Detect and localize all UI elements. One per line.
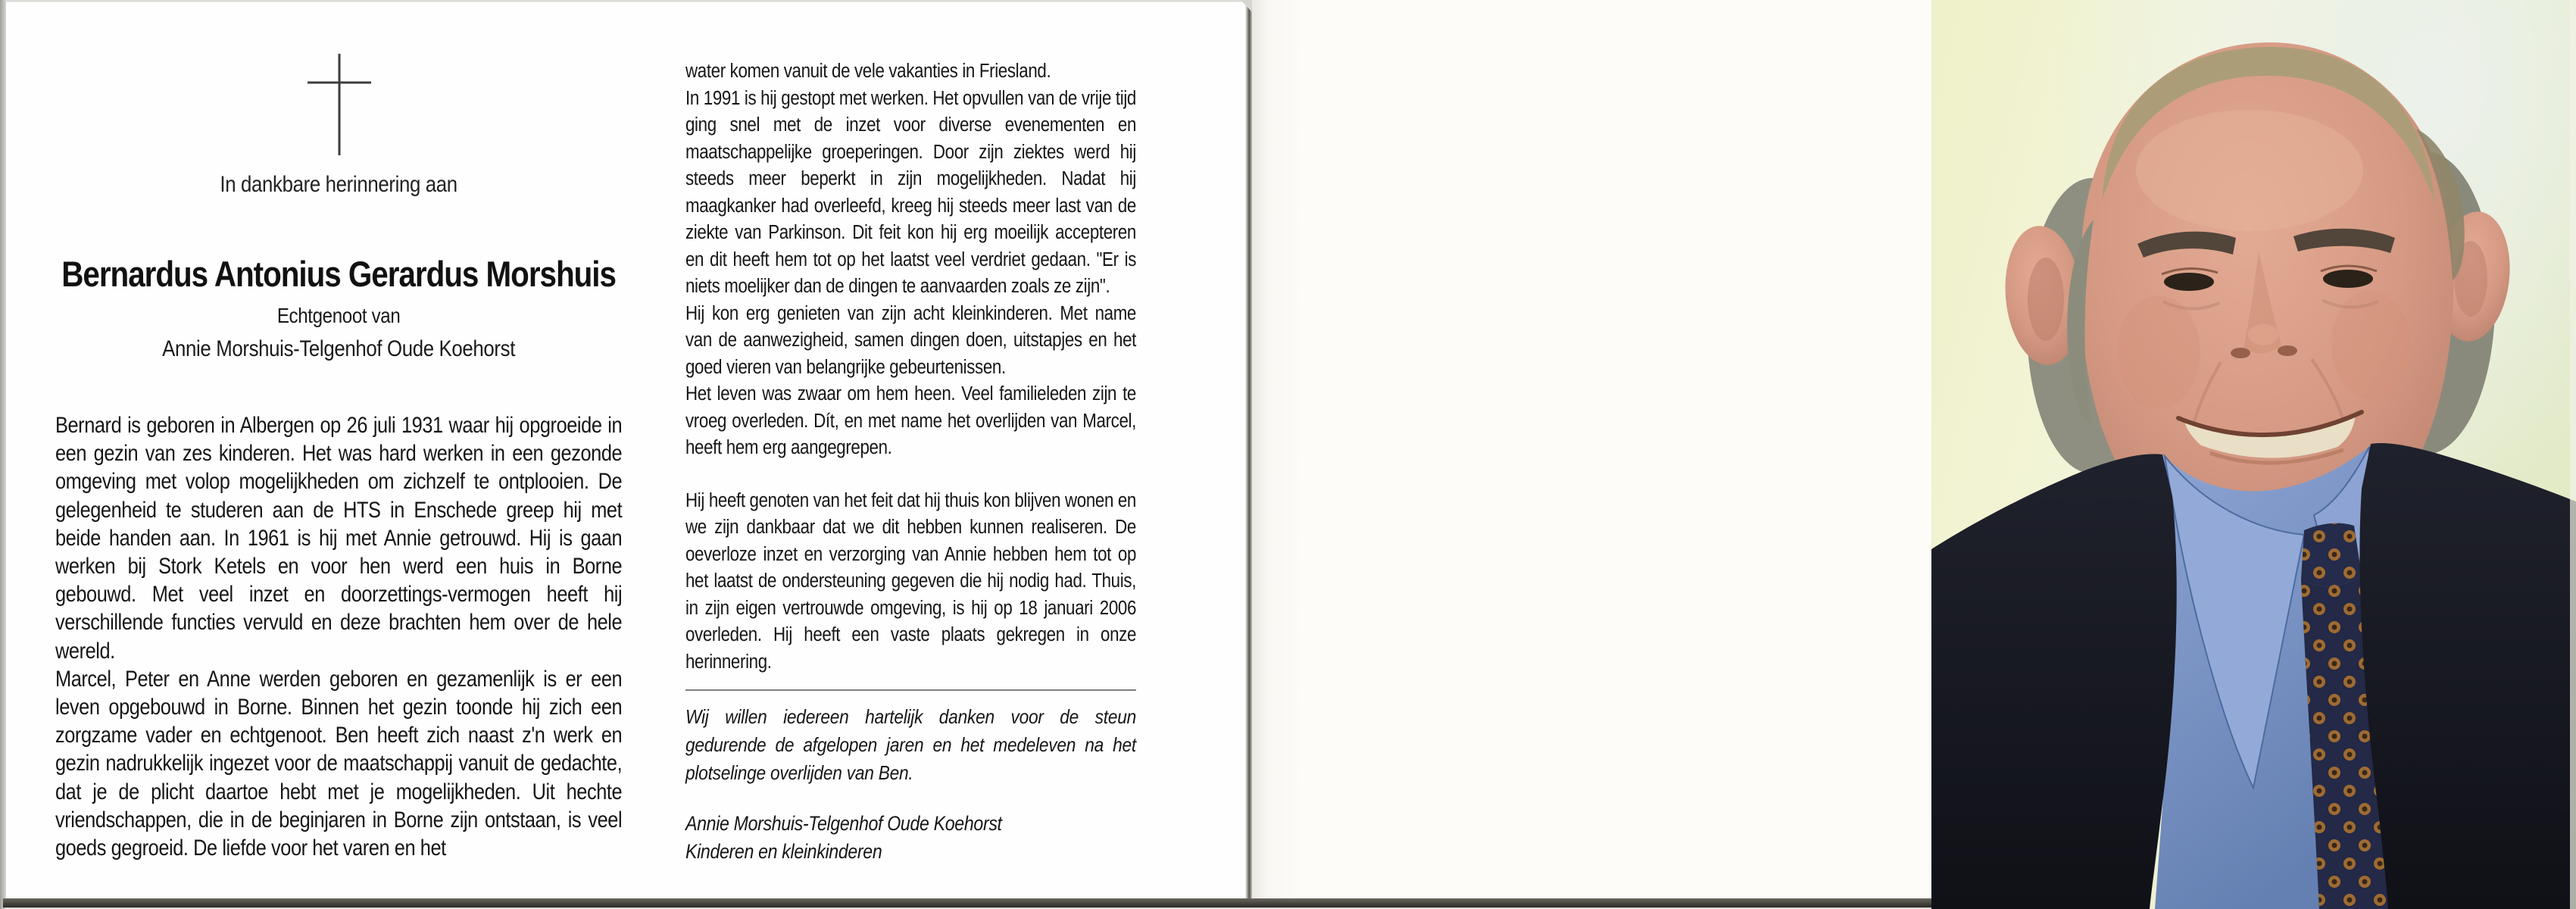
spouse-name: Annie Morshuis-Telgenhof Oude Koehorst — [162, 336, 516, 361]
biography-paragraph: In 1991 is hij gestopt met werken. Het opvullen van de vrije tijd ging snel met de inzet voor diverse evenementen en maatschappelijke groeperingen. Door zijn ziektes werd hij steeds meer beperkt in zijn mogelijkheden. Nadat hij maagkanker had overleefd, kreeg hij steeds meer last van de ziekte van Parkinson. Dit feit kon hij erg moeilijk accepteren en dit heeft hem tot op het laatst veel verdriet gedaan. "Er is niets moelijker dan de dingen te aanvaarden zoals ze zijn". — [685, 87, 1136, 297]
signature-line: Kinderen en kleinkinderen — [685, 840, 882, 863]
biography-paragraph: Hij heeft genoten van het feit dat hij thuis kon blijven wonen en we zijn dankbaar dat we dit hebben kunnen realiseren. De oeverloze inzet en verzorging van Annie hebben hem tot op het laatst de ondersteuning gegeven die hij nodig had. Thuis, in zijn eigen vertrouwde omgeving, is hij op 18 januari 2006 overleden. Hij heeft een vaste plaats gekregen in onze herinnering. — [685, 489, 1136, 673]
portrait-photo — [1931, 0, 2576, 909]
signature-block — [685, 810, 1136, 866]
deceased-name: Bernardus Antonius Gerardus Morshuis — [61, 254, 616, 294]
memorial-card-blank-back — [1252, 0, 1931, 900]
front-header — [55, 170, 622, 363]
thank-you-note: Wij willen iedereen hartelijk danken voor de steun gedurende de afgelopen jaren en het medeleven na het plotselinge overlijden van Ben. — [685, 705, 1136, 784]
inside-text-column — [685, 58, 1136, 866]
divider-line — [685, 689, 1136, 691]
card-fold-edge — [1245, 0, 1252, 906]
biography-paragraph: water komen vanuit de vele vakanties in Friesland. — [685, 61, 1051, 82]
cross-icon — [303, 51, 376, 158]
memorial-line: In dankbare herinnering aan — [220, 172, 457, 197]
signature-line: Annie Morshuis-Telgenhof Oude Koehorst — [685, 812, 1002, 835]
biography-paragraph: Marcel, Peter en Anne werden geboren en gezamenlijk is er een leven opgebouwd in Borne. Binnen het gezin toonde hij zich een zorgzame vader en echtgenoot. Ben heeft zich naast z'n werk en gezin nadrukkelijk ingezet voor de maatschappij vanuit de gedachte, dat je de plicht daartoe hebt met je mogelijkheden. Uit hechte vriendschappen, die in de beginjaren in Borne zijn ontstaan, is veel goeds gegroeid. De liefde voor het varen en het — [55, 666, 623, 861]
memorial-card-text-pages — [6, 2, 1247, 905]
biography-paragraph: Bernard is geboren in Albergen op 26 juli 1931 waar hij opgroeide in een gezin van zes kinderen. Het was hard werken in een gezonde omgeving met volop mogelijkheden om zichzelf te ontplooien. De gelegenheid te studeren aan de HTS in Enschede greep hij met beide handen aan. In 1961 is hij met Annie getrouwd. Hij is gaan werken bij Stork Ketels en voor hen werd een huis in Borne gebouwd. Met veel inzet en doorzettings-vermogen heeft hij verschillende functies vervuld en deze brachten hem over de hele wereld. — [55, 413, 623, 664]
scan-bottom-edge — [3, 898, 1934, 907]
biography-paragraph: Het leven was zwaar om hem heen. Veel familieleden zijn te vroeg overleden. Dít, en met name het overlijden van Marcel, heeft hem erg aangegrepen. — [685, 383, 1136, 458]
relation-line: Echtgenoot van — [276, 304, 401, 327]
photo-right-edge — [2570, 0, 2576, 909]
front-biography — [55, 411, 622, 862]
biography-paragraph: Hij kon erg genieten van zijn acht kleinkinderen. Met name van de aanwezigheid, samen dingen doen, uitstapjes en het goed vieren van belangrijke gebeurtenissen. — [685, 302, 1136, 378]
